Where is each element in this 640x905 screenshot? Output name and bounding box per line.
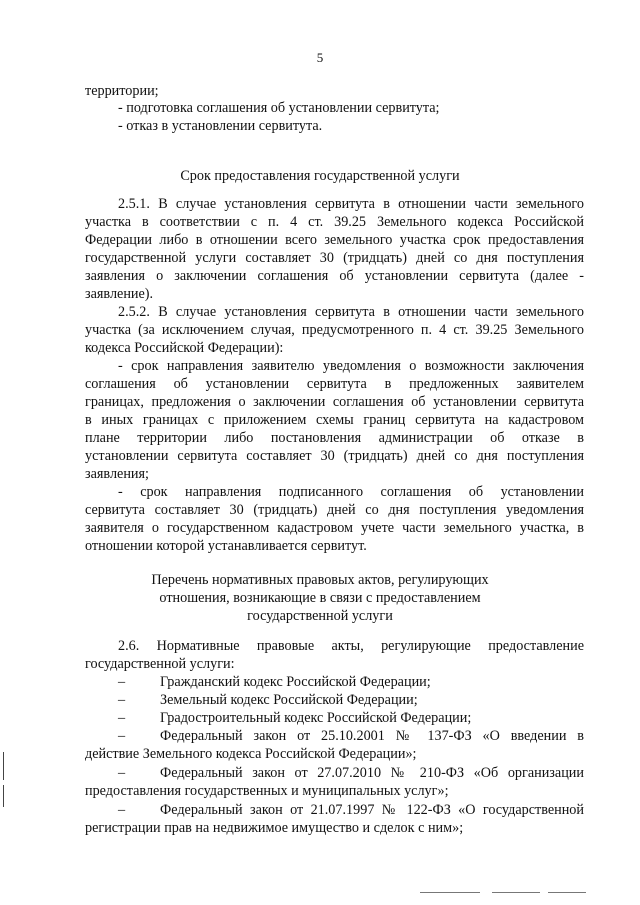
paragraph-line: границах, предложения о заключении соглашения об установлении сервитута [85,394,584,410]
paragraph-line: 2.6. Нормативные правовые акты, регулирующие предоставление [118,638,584,654]
scan-margin-mark [3,752,4,780]
list-dash: – [118,674,126,690]
list-item: Федеральный закон от 27.07.2010 № 210-ФЗ «Об организации [160,765,584,781]
paragraph-line: кодекса Российской Федерации): [85,340,284,356]
paragraph-line: 2.5.2. В случае установления сервитута в отношении части земельного [118,304,584,320]
heading-line: отношения, возникающие в связи с предоставлением [159,590,481,606]
paragraph-line: в иных границах с приложением схемы границ сервитута на кадастровом [85,412,584,428]
paragraph-line: участка (за исключением случая, предусмотренного п. 4 ст. 39.25 Земельного [85,322,584,338]
paragraph-line: установлении сервитута составляет 30 (тридцать) дней со дня поступления [85,448,584,464]
scan-edge-line [420,892,480,893]
paragraph-line: соглашения об установлении сервитута в предложенных заявителем [85,376,584,392]
paragraph-line: заявление). [85,286,154,302]
list-item-continuation: регистрации прав на недвижимое имущество и сделок с ним»; [85,820,464,836]
paragraph-line: 2.5.1. В случае установления сервитута в отношении части земельного [118,196,584,212]
list-dash: – [118,765,126,781]
paragraph-line: - срок направления подписанного соглашения об установлении [118,484,584,500]
list-dash: – [118,692,126,708]
list-item: - подготовка соглашения об установлении сервитута; [118,100,440,116]
list-item: - отказ в установлении сервитута. [118,118,323,134]
paragraph-line: отношении которой устанавливается сервитут. [85,538,367,554]
list-item: Федеральный закон от 21.07.1997 № 122-ФЗ «О государственной [160,802,584,818]
paragraph-line: заявления; [85,466,149,482]
page-number: 5 [316,50,324,65]
paragraph-line: сервитута составляет 30 (тридцать) дней со дня поступления уведомления [85,502,584,518]
list-dash: – [118,802,126,818]
paragraph-line: - срок направления заявителю уведомления о возможности заключения [118,358,584,374]
list-item: Федеральный закон от 25.10.2001 № 137-ФЗ «О введении в [160,728,584,744]
scan-edge-line [492,892,540,893]
list-item: Гражданский кодекс Российской Федерации; [160,674,431,690]
heading-line: государственной услуги [247,608,393,624]
paragraph-line: государственной услуги: [85,656,235,672]
section-heading: Срок предоставления государственной услуги [180,168,460,184]
list-dash: – [118,710,126,726]
list-item-continuation: предоставления государственных и муниципальных услуг»; [85,783,449,799]
paragraph-line: участка в соответствии с п. 4 ст. 39.25 Земельного кодекса Российской [85,214,584,230]
heading-line: Перечень нормативных правовых актов, регулирующих [151,572,489,588]
list-item-continuation: действие Земельного кодекса Российской Федерации»; [85,746,417,762]
list-item: Земельный кодекс Российской Федерации; [160,692,418,708]
paragraph-line: заявления о заключении соглашения об установлении сервитута (далее - [85,268,584,284]
text-line: территории; [85,83,159,99]
paragraph-line: государственной услуги составляет 30 (тридцать) дней со дня поступления [85,250,584,266]
paragraph-line: плане территории либо постановления администрации об отказе в [85,430,584,446]
scan-edge-line [548,892,586,893]
paragraph-line: Федерации либо в отношении всего земельного участка срок предоставления [85,232,584,248]
list-item: Градостроительный кодекс Российской Федерации; [160,710,472,726]
scan-margin-mark [3,785,4,807]
paragraph-line: заявителя о государственном кадастровом учете части земельного участка, в [85,520,584,536]
list-dash: – [118,728,126,744]
